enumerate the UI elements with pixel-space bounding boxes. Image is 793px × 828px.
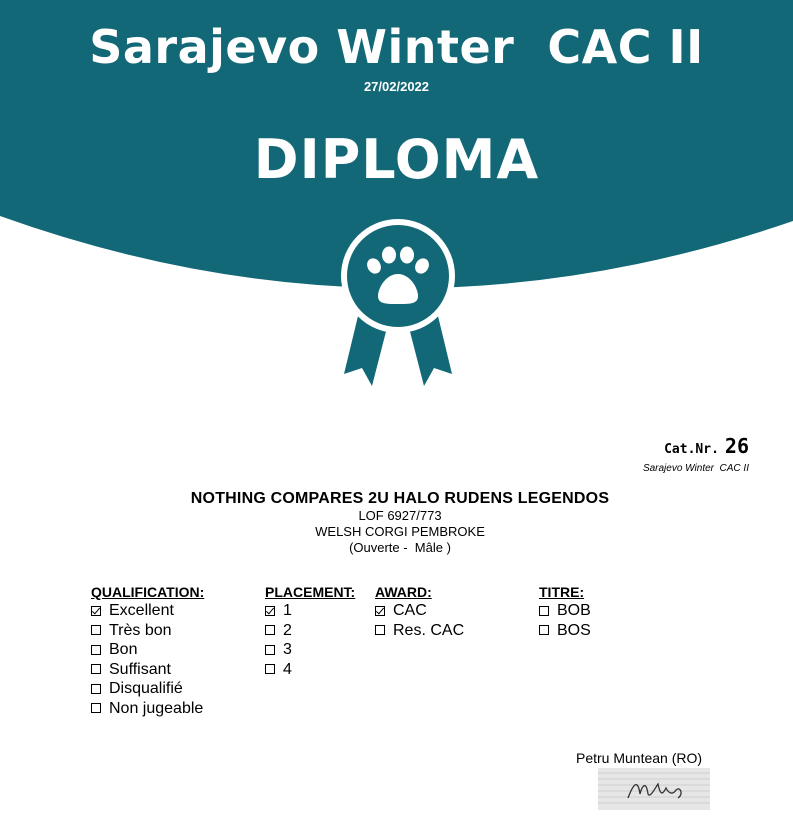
checkbox-tres-bon [91,625,101,635]
catalog-number [664,434,749,458]
qualification-option [91,621,204,641]
checkbox-suffisant [91,664,101,674]
placement-option [265,601,355,621]
checkbox-non-jugeable [91,703,101,713]
qualification-option [91,640,204,660]
catalog-show-name: Sarajevo Winter CAC II [642,463,749,474]
qualification-option [91,679,204,699]
award-heading: AWARD: [375,584,432,600]
checkbox-bob [539,606,549,616]
checkbox-excellent [91,606,101,616]
judge-signature-stamp [598,768,710,810]
option-label: Suffisant [109,660,171,678]
option-label: Disqualifié [109,680,183,697]
option-label: 4 [283,660,292,678]
option-label: BOS [557,621,591,639]
qualification-column [91,584,204,718]
dog-breed: WELSH CORGI PEMBROKE [315,524,485,539]
checkbox-bon [91,645,101,655]
catalog-number-value: 26 [724,434,749,458]
option-label: CAC [393,602,427,619]
option-label: BOB [557,602,591,619]
placement-option [265,640,355,660]
checkbox-place-4 [265,664,275,674]
judge-name: Petru Muntean (RO) [576,750,703,766]
option-label: Bon [109,641,138,658]
award-column [375,584,464,640]
checkbox-bos [539,625,549,635]
option-label: Non jugeable [109,699,204,717]
checkbox-place-1 [265,606,275,616]
placement-option [265,660,355,680]
option-label: Très bon [109,621,172,639]
paw-ribbon-icon [338,218,460,390]
catalog-label: Cat.Nr. [664,442,719,457]
option-label: Excellent [109,602,174,619]
qualification-option [91,699,204,719]
diploma-title: DIPLOMA [253,128,540,191]
titre-option [539,601,591,621]
placement-heading: PLACEMENT: [265,584,356,600]
placement-column [265,584,355,679]
show-title: Sarajevo Winter CAC II [89,20,704,74]
dog-registration: LOF 6927/773 [358,508,442,523]
checkbox-cac [375,606,385,616]
show-date: 27/02/2022 [363,79,430,94]
titre-heading: TITRE: [539,584,585,600]
award-option [375,601,464,621]
award-option [375,621,464,641]
option-label: 2 [283,621,292,639]
qualification-heading: QUALIFICATION: [91,584,205,600]
checkbox-res-cac [375,625,385,635]
option-label: 3 [283,641,292,658]
checkbox-disqualifie [91,684,101,694]
dog-info [0,489,793,556]
qualification-option [91,660,204,680]
dog-class: (Ouverte - Mâle ) [349,540,451,555]
checkbox-place-2 [265,625,275,635]
option-label: 1 [283,602,292,619]
titre-option [539,621,591,641]
titre-column [539,584,591,640]
placement-option [265,621,355,641]
qualification-option [91,601,204,621]
checkbox-place-3 [265,645,275,655]
dog-name: NOTHING COMPARES 2U HALO RUDENS LEGENDOS [190,490,610,507]
option-label: Res. CAC [393,621,465,639]
